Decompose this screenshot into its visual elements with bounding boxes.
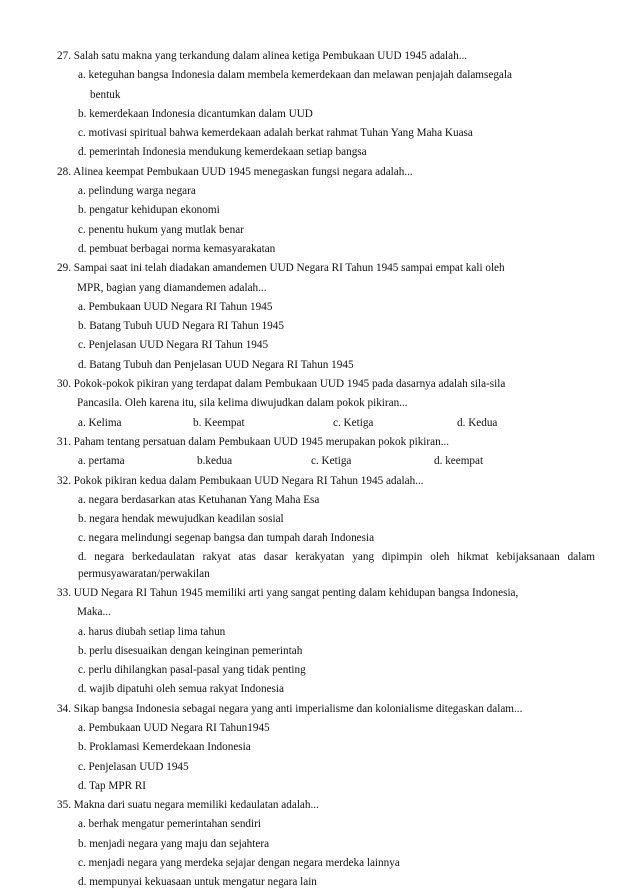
question-text: 30. Pokok-pokok pikiran yang terdapat dalam Pembukaan UUD 1945 pada dasarnya adalah sila-sila xyxy=(57,378,506,391)
question-text-continuation: Maka... xyxy=(77,606,111,619)
question-text-continuation: MPR, bagian yang diamandemen adalah... xyxy=(77,281,267,294)
question-30 xyxy=(57,375,597,433)
option-a: a. Pembukaan UUD Negara RI Tahun 1945 xyxy=(78,300,273,313)
option-a: a. pertama xyxy=(78,455,125,468)
option-d: d. pemerintah Indonesia mendukung kemerdekaan setiap bangsa xyxy=(78,146,367,159)
question-35 xyxy=(57,796,597,892)
option-b: b. perlu disesuaikan dengan keinginan pemerintah xyxy=(78,644,303,657)
option-b: b. Batang Tubuh UUD Negara RI Tahun 1945 xyxy=(78,320,284,333)
question-text-continuation: Pancasila. Oleh karena itu, sila kelima diwujudkan dalam pokok pikiran... xyxy=(77,397,408,410)
option-c: c. Penjelasan UUD Negara RI Tahun 1945 xyxy=(78,339,269,352)
option-b: b. menjadi negara yang maju dan sejahtera xyxy=(78,837,270,850)
option-b: b. pengatur kehidupan ekonomi xyxy=(78,204,220,217)
option-a: a. berhak mengatur pemerintahan sendiri xyxy=(78,818,261,831)
question-text: 29. Sampai saat ini telah diadakan amandemen UUD Negara RI Tahun 1945 sampai empat kali oleh xyxy=(57,262,505,275)
option-b: b.kedua xyxy=(197,455,233,468)
option-a: a. Kelima xyxy=(78,416,122,429)
option-d: d. Batang Tubuh dan Penjelasan UUD Negara RI Tahun 1945 xyxy=(78,358,354,371)
option-b: b. Keempat xyxy=(193,416,245,429)
option-d: d. wajib dipatuhi oleh semua rakyat Indonesia xyxy=(78,683,284,696)
option-b: b. negara hendak mewujudkan keadilan sosial xyxy=(78,513,284,526)
question-text: 34. Sikap bangsa Indonesia sebagai negara yang anti imperialisme dan kolonialisme ditegaskan dalam... xyxy=(57,702,523,715)
option-d: d. Kedua xyxy=(457,416,498,429)
option-a: a. negara berdasarkan atas Ketuhanan Yang Maha Esa xyxy=(78,493,320,506)
option-d: d. negara berkedaulatan rakyat atas dasar kerakyatan yang dipimpin oleh hikmat kebijaksanaan dalam permusyawaratan/perwakilan xyxy=(78,550,595,581)
option-c: c. negara melindungi segenap bangsa dan tumpah darah Indonesia xyxy=(78,532,375,545)
option-d: d. mempunyai kekuasaan untuk mengatur negara lain xyxy=(78,876,317,889)
option-d: d. pembuat berbagai norma kemasyarakatan xyxy=(78,242,276,255)
option-b: b. kemerdekaan Indonesia dicantumkan dalam UUD xyxy=(78,107,313,120)
option-c: c. Ketiga xyxy=(311,455,352,468)
question-text: 31. Paham tentang persatuan dalam Pembukaan UUD 1945 merupakan pokok pikiran... xyxy=(57,435,450,448)
option-c: c. penentu hukum yang mutlak benar xyxy=(78,223,244,236)
question-text: 27. Salah satu makna yang terkandung dalam alinea ketiga Pembukaan UUD 1945 adalah... xyxy=(57,50,468,62)
question-27 xyxy=(57,47,597,163)
question-31 xyxy=(57,433,597,472)
option-c: c. Ketiga xyxy=(333,416,374,429)
option-d: d. Tap MPR RI xyxy=(78,779,147,792)
option-b: b. Proklamasi Kemerdekaan Indonesia xyxy=(78,741,251,754)
option-a: a. Pembukaan UUD Negara RI Tahun1945 xyxy=(78,721,270,734)
question-32 xyxy=(57,472,597,584)
option-a: a. pelindung warga negara xyxy=(78,185,196,198)
option-c: c. Penjelasan UUD 1945 xyxy=(78,760,189,773)
question-29 xyxy=(57,259,597,375)
option-c: c. motivasi spiritual bahwa kemerdekaan adalah berkat rahmat Tuhan Yang Maha Kuasa xyxy=(78,127,473,140)
question-text: 35. Makna dari suatu negara memiliki kedaulatan adalah... xyxy=(57,799,319,812)
question-text: 33. UUD Negara RI Tahun 1945 memiliki arti yang sangat penting dalam kehidupan bangsa Indonesia, xyxy=(57,586,519,599)
question-list xyxy=(57,47,597,893)
question-34 xyxy=(57,700,597,796)
option-a: a. harus diubah setiap lima tahun xyxy=(78,625,226,638)
option-a-continuation: bentuk xyxy=(90,88,121,101)
question-28 xyxy=(57,163,597,259)
question-text: 32. Pokok pikiran kedua dalam Pembukaan UUD Negara RI Tahun 1945 adalah... xyxy=(57,474,424,487)
question-text: 28. Alinea keempat Pembukaan UUD 1945 menegaskan fungsi negara adalah... xyxy=(57,165,413,178)
option-d: d. keempat xyxy=(434,455,484,468)
question-33 xyxy=(57,584,597,700)
option-c: c. perlu dihilangkan pasal-pasal yang tidak penting xyxy=(78,664,306,677)
option-a: a. keteguhan bangsa Indonesia dalam membela kemerdekaan dan melawan penjajah dalamsegala xyxy=(78,69,512,82)
options-row xyxy=(57,452,597,471)
option-c: c. menjadi negara yang merdeka sejajar dengan negara merdeka lainnya xyxy=(78,857,400,870)
options-row xyxy=(57,414,597,433)
